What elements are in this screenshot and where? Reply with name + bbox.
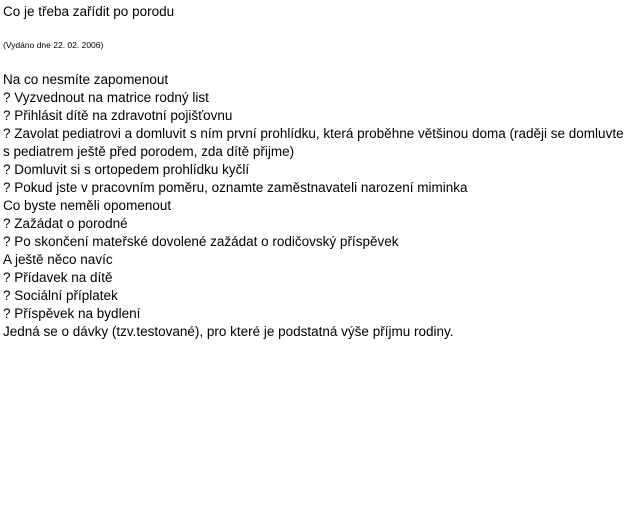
section-heading: Na co nesmíte zapomenout xyxy=(3,72,169,87)
list-item: ? Zažádat o porodné xyxy=(3,216,128,231)
section-heading: Co byste neměli opomenout xyxy=(3,198,172,213)
list-item: ? Přídavek na dítě xyxy=(3,270,113,285)
page-title: Co je třeba zařídit po porodu xyxy=(3,4,175,19)
list-item: ? Zavolat pediatrovi a domluvit s ním první prohlídku, která proběhne většinou doma (raději se domluvte s pediatrem ještě před porodem, zda dítě přijme) xyxy=(3,126,624,159)
list-item: ? Příspěvek na bydlení xyxy=(3,306,141,321)
section-heading: A ještě něco navíc xyxy=(3,252,113,267)
list-item: ? Po skončení mateřské dovolené zažádat o rodičovský příspěvek xyxy=(3,234,399,249)
document-body xyxy=(3,71,633,341)
list-item: ? Vyzvednout na matrice rodný list xyxy=(3,90,209,105)
list-item: ? Domluvit si s ortopedem prohlídku kyčlí xyxy=(3,162,250,177)
list-item: ? Přihlásit dítě na zdravotní pojišťovnu xyxy=(3,108,233,123)
list-item: ? Sociální příplatek xyxy=(3,288,118,303)
list-item: ? Pokud jste v pracovním poměru, oznamte zaměstnavateli narození miminka xyxy=(3,180,468,195)
publication-date: (Vydáno dne 22. 02. 2006) xyxy=(3,40,104,50)
closing-note: Jedná se o dávky (tzv.testované), pro které je podstatná výše příjmu rodiny. xyxy=(3,324,454,339)
